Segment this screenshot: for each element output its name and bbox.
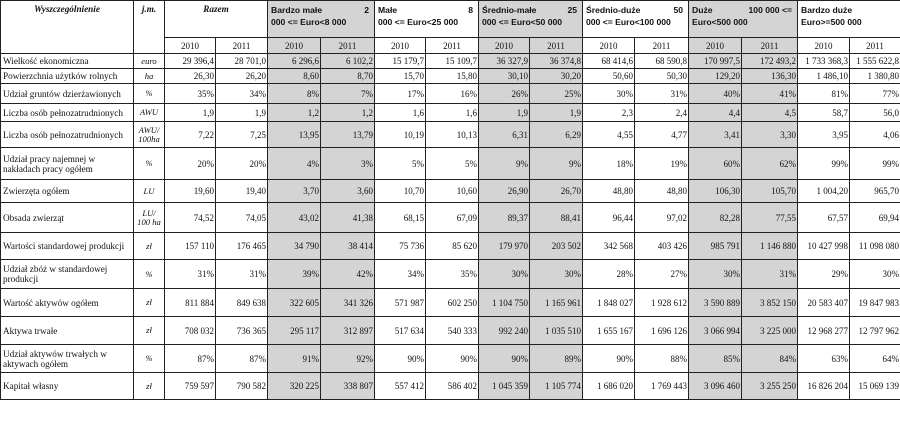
value-cell: 40% bbox=[689, 84, 742, 104]
value-cell: 176 465 bbox=[216, 233, 268, 260]
header-year-cell: 2010 bbox=[798, 38, 850, 54]
value-cell: 63% bbox=[798, 345, 850, 373]
value-cell: 27% bbox=[635, 260, 689, 289]
value-cell: 28 701,0 bbox=[216, 54, 268, 69]
value-cell: 10,60 bbox=[426, 180, 479, 203]
header-year-cell: 2011 bbox=[426, 38, 479, 54]
value-cell: 90% bbox=[375, 345, 426, 373]
row-label: Wartość aktywów ogółem bbox=[1, 289, 134, 317]
value-cell: 34% bbox=[375, 260, 426, 289]
value-cell: 1 035 510 bbox=[530, 317, 583, 345]
value-cell: 15,70 bbox=[375, 69, 426, 84]
value-cell: 35% bbox=[426, 260, 479, 289]
row-label: Udział zbóż w standardowej produkcji bbox=[1, 260, 134, 289]
value-cell: 13,95 bbox=[268, 122, 321, 148]
table-header bbox=[1, 1, 900, 54]
value-cell: 1 146 880 bbox=[742, 233, 798, 260]
value-cell: 81% bbox=[798, 84, 850, 104]
value-cell: 75 736 bbox=[375, 233, 426, 260]
value-cell: 19% bbox=[635, 148, 689, 180]
value-cell: 50,30 bbox=[635, 69, 689, 84]
value-cell: 1 769 443 bbox=[635, 373, 689, 400]
value-cell: 1 928 612 bbox=[635, 289, 689, 317]
value-cell: 8,70 bbox=[321, 69, 375, 84]
row-unit: AWU bbox=[134, 104, 165, 122]
header-group-bardzo-duze: Bardzo duże Euro>=500 000 bbox=[798, 1, 900, 38]
value-cell: 87% bbox=[165, 345, 216, 373]
row-label: Kapitał własny bbox=[1, 373, 134, 400]
value-cell: 1,2 bbox=[321, 104, 375, 122]
value-cell: 790 582 bbox=[216, 373, 268, 400]
row-unit: LU bbox=[134, 180, 165, 203]
value-cell: 77,55 bbox=[742, 203, 798, 233]
value-cell: 170 997,5 bbox=[689, 54, 742, 69]
header-group-srednio-male: Średnio-małe 25 000 <= Euro<50 000 bbox=[479, 1, 583, 38]
value-cell: 77% bbox=[850, 84, 900, 104]
value-cell: 1 555 622,8 bbox=[850, 54, 900, 69]
value-cell: 62% bbox=[742, 148, 798, 180]
value-cell: 985 791 bbox=[689, 233, 742, 260]
value-cell: 1 104 750 bbox=[479, 289, 530, 317]
header-group-srednio-duze: Średnio-duże 50 000 <= Euro<100 000 bbox=[583, 1, 689, 38]
header-group-male: Małe 8 000 <= Euro<25 000 bbox=[375, 1, 479, 38]
value-cell: 67,57 bbox=[798, 203, 850, 233]
value-cell: 3,41 bbox=[689, 122, 742, 148]
row-label: Liczba osób pełnozatrudnionych bbox=[1, 104, 134, 122]
value-cell: 6 102,2 bbox=[321, 54, 375, 69]
value-cell: 708 032 bbox=[165, 317, 216, 345]
value-cell: 1,6 bbox=[375, 104, 426, 122]
value-cell: 341 326 bbox=[321, 289, 375, 317]
value-cell: 1 004,20 bbox=[798, 180, 850, 203]
row-label: Udział aktywów trwałych w aktywach ogółem bbox=[1, 345, 134, 373]
value-cell: 90% bbox=[426, 345, 479, 373]
value-cell: 96,44 bbox=[583, 203, 635, 233]
value-cell: 106,30 bbox=[689, 180, 742, 203]
row-unit: % bbox=[134, 148, 165, 180]
value-cell: 19,60 bbox=[165, 180, 216, 203]
value-cell: 31% bbox=[635, 84, 689, 104]
value-cell: 12 797 962 bbox=[850, 317, 900, 345]
value-cell: 26,30 bbox=[165, 69, 216, 84]
value-cell: 1,9 bbox=[216, 104, 268, 122]
value-cell: 4,06 bbox=[850, 122, 900, 148]
value-cell: 811 884 bbox=[165, 289, 216, 317]
value-cell: 29 396,4 bbox=[165, 54, 216, 69]
value-cell: 16% bbox=[426, 84, 479, 104]
value-cell: 1 848 027 bbox=[583, 289, 635, 317]
value-cell: 74,05 bbox=[216, 203, 268, 233]
value-cell: 1,9 bbox=[165, 104, 216, 122]
value-cell: 50,60 bbox=[583, 69, 635, 84]
value-cell: 3 852 150 bbox=[742, 289, 798, 317]
value-cell: 90% bbox=[479, 345, 530, 373]
value-cell: 31% bbox=[165, 260, 216, 289]
value-cell: 35% bbox=[165, 84, 216, 104]
value-cell: 105,70 bbox=[742, 180, 798, 203]
row-unit: zł bbox=[134, 233, 165, 260]
header-group-duze: Duże 100 000 <= Euro<500 000 bbox=[689, 1, 798, 38]
value-cell: 42% bbox=[321, 260, 375, 289]
value-cell: 322 605 bbox=[268, 289, 321, 317]
value-cell: 992 240 bbox=[479, 317, 530, 345]
value-cell: 3,30 bbox=[742, 122, 798, 148]
value-cell: 1 733 368,3 bbox=[798, 54, 850, 69]
value-cell: 3 096 460 bbox=[689, 373, 742, 400]
header-year-cell: 2011 bbox=[530, 38, 583, 54]
value-cell: 30% bbox=[850, 260, 900, 289]
value-cell: 157 110 bbox=[165, 233, 216, 260]
row-label: Obsada zwierząt bbox=[1, 203, 134, 233]
value-cell: 15 109,7 bbox=[426, 54, 479, 69]
header-group-bardzo-male: Bardzo małe 2 000 <= Euro<8 000 bbox=[268, 1, 375, 38]
value-cell: 48,80 bbox=[583, 180, 635, 203]
value-cell: 1 686 020 bbox=[583, 373, 635, 400]
value-cell: 67,09 bbox=[426, 203, 479, 233]
value-cell: 9% bbox=[530, 148, 583, 180]
value-cell: 3 255 250 bbox=[742, 373, 798, 400]
value-cell: 36 374,8 bbox=[530, 54, 583, 69]
value-cell: 136,30 bbox=[742, 69, 798, 84]
value-cell: 6,29 bbox=[530, 122, 583, 148]
table-row bbox=[1, 54, 900, 69]
value-cell: 1,9 bbox=[530, 104, 583, 122]
value-cell: 85% bbox=[689, 345, 742, 373]
value-cell: 5% bbox=[426, 148, 479, 180]
value-cell: 17% bbox=[375, 84, 426, 104]
row-unit: zł bbox=[134, 373, 165, 400]
value-cell: 41% bbox=[742, 84, 798, 104]
row-unit: euro bbox=[134, 54, 165, 69]
value-cell: 1 655 167 bbox=[583, 317, 635, 345]
value-cell: 99% bbox=[850, 148, 900, 180]
value-cell: 540 333 bbox=[426, 317, 479, 345]
value-cell: 4,55 bbox=[583, 122, 635, 148]
value-cell: 16 826 204 bbox=[798, 373, 850, 400]
value-cell: 20 583 407 bbox=[798, 289, 850, 317]
value-cell: 8% bbox=[268, 84, 321, 104]
value-cell: 3,95 bbox=[798, 122, 850, 148]
value-cell: 74,52 bbox=[165, 203, 216, 233]
header-unit-column: j.m. bbox=[134, 1, 165, 54]
value-cell: 31% bbox=[216, 260, 268, 289]
row-unit: AWU/ 100ha bbox=[134, 122, 165, 148]
table-row bbox=[1, 122, 900, 148]
value-cell: 12 968 277 bbox=[798, 317, 850, 345]
table-row bbox=[1, 233, 900, 260]
header-year-cell: 2011 bbox=[635, 38, 689, 54]
value-cell: 26% bbox=[479, 84, 530, 104]
value-cell: 13,79 bbox=[321, 122, 375, 148]
value-cell: 338 807 bbox=[321, 373, 375, 400]
table-row bbox=[1, 260, 900, 289]
value-cell: 3,70 bbox=[268, 180, 321, 203]
value-cell: 4,4 bbox=[689, 104, 742, 122]
table-row bbox=[1, 69, 900, 84]
value-cell: 602 250 bbox=[426, 289, 479, 317]
value-cell: 6,31 bbox=[479, 122, 530, 148]
value-cell: 2,3 bbox=[583, 104, 635, 122]
value-cell: 20% bbox=[165, 148, 216, 180]
value-cell: 19 847 983 bbox=[850, 289, 900, 317]
value-cell: 99% bbox=[798, 148, 850, 180]
value-cell: 36 327,9 bbox=[479, 54, 530, 69]
value-cell: 3,60 bbox=[321, 180, 375, 203]
value-cell: 3 066 994 bbox=[689, 317, 742, 345]
value-cell: 48,80 bbox=[635, 180, 689, 203]
value-cell: 84% bbox=[742, 345, 798, 373]
value-cell: 1,9 bbox=[479, 104, 530, 122]
value-cell: 320 225 bbox=[268, 373, 321, 400]
value-cell: 965,70 bbox=[850, 180, 900, 203]
row-label: Udział pracy najemnej w nakładach pracy ogółem bbox=[1, 148, 134, 180]
header-year-cell: 2010 bbox=[165, 38, 216, 54]
value-cell: 26,20 bbox=[216, 69, 268, 84]
value-cell: 68 590,8 bbox=[635, 54, 689, 69]
value-cell: 43,02 bbox=[268, 203, 321, 233]
value-cell: 571 987 bbox=[375, 289, 426, 317]
value-cell: 38 414 bbox=[321, 233, 375, 260]
value-cell: 10 427 998 bbox=[798, 233, 850, 260]
value-cell: 9% bbox=[479, 148, 530, 180]
value-cell: 736 365 bbox=[216, 317, 268, 345]
value-cell: 557 412 bbox=[375, 373, 426, 400]
value-cell: 34% bbox=[216, 84, 268, 104]
value-cell: 10,13 bbox=[426, 122, 479, 148]
value-cell: 2,4 bbox=[635, 104, 689, 122]
value-cell: 1 486,10 bbox=[798, 69, 850, 84]
table-row bbox=[1, 84, 900, 104]
value-cell: 30% bbox=[479, 260, 530, 289]
value-cell: 312 897 bbox=[321, 317, 375, 345]
value-cell: 15 069 139 bbox=[850, 373, 900, 400]
row-label: Zwierzęta ogółem bbox=[1, 180, 134, 203]
value-cell: 6 296,6 bbox=[268, 54, 321, 69]
value-cell: 11 098 080 bbox=[850, 233, 900, 260]
row-unit: zł bbox=[134, 289, 165, 317]
value-cell: 849 638 bbox=[216, 289, 268, 317]
table-row bbox=[1, 317, 900, 345]
value-cell: 4,5 bbox=[742, 104, 798, 122]
value-cell: 3 225 000 bbox=[742, 317, 798, 345]
header-year-cell: 2010 bbox=[479, 38, 530, 54]
value-cell: 88% bbox=[635, 345, 689, 373]
value-cell: 1 105 774 bbox=[530, 373, 583, 400]
value-cell: 7% bbox=[321, 84, 375, 104]
value-cell: 58,7 bbox=[798, 104, 850, 122]
header-group-razem: Razem bbox=[165, 1, 268, 38]
value-cell: 89% bbox=[530, 345, 583, 373]
value-cell: 60% bbox=[689, 148, 742, 180]
value-cell: 30,20 bbox=[530, 69, 583, 84]
value-cell: 3 590 889 bbox=[689, 289, 742, 317]
value-cell: 1 165 961 bbox=[530, 289, 583, 317]
table-row bbox=[1, 203, 900, 233]
value-cell: 30% bbox=[583, 84, 635, 104]
row-label: Aktywa trwałe bbox=[1, 317, 134, 345]
value-cell: 4% bbox=[268, 148, 321, 180]
row-unit: zł bbox=[134, 317, 165, 345]
value-cell: 3% bbox=[321, 148, 375, 180]
row-unit: ha bbox=[134, 69, 165, 84]
value-cell: 41,38 bbox=[321, 203, 375, 233]
value-cell: 82,28 bbox=[689, 203, 742, 233]
row-unit: % bbox=[134, 260, 165, 289]
value-cell: 34 790 bbox=[268, 233, 321, 260]
value-cell: 30,10 bbox=[479, 69, 530, 84]
value-cell: 18% bbox=[583, 148, 635, 180]
row-unit: % bbox=[134, 345, 165, 373]
table-row bbox=[1, 104, 900, 122]
header-year-cell: 2010 bbox=[689, 38, 742, 54]
value-cell: 1,6 bbox=[426, 104, 479, 122]
value-cell: 39% bbox=[268, 260, 321, 289]
value-cell: 97,02 bbox=[635, 203, 689, 233]
value-cell: 129,20 bbox=[689, 69, 742, 84]
value-cell: 15 179,7 bbox=[375, 54, 426, 69]
value-cell: 68 414,6 bbox=[583, 54, 635, 69]
header-row-groups bbox=[1, 1, 900, 38]
table-row bbox=[1, 373, 900, 400]
value-cell: 1 380,80 bbox=[850, 69, 900, 84]
value-cell: 172 493,2 bbox=[742, 54, 798, 69]
table-body bbox=[1, 54, 900, 400]
value-cell: 342 568 bbox=[583, 233, 635, 260]
value-cell: 5% bbox=[375, 148, 426, 180]
value-cell: 85 620 bbox=[426, 233, 479, 260]
header-year-cell: 2010 bbox=[583, 38, 635, 54]
row-unit: % bbox=[134, 84, 165, 104]
value-cell: 29% bbox=[798, 260, 850, 289]
value-cell: 87% bbox=[216, 345, 268, 373]
value-cell: 26,70 bbox=[530, 180, 583, 203]
row-label: Udział gruntów dzierżawionych bbox=[1, 84, 134, 104]
header-year-cell: 2011 bbox=[216, 38, 268, 54]
value-cell: 7,25 bbox=[216, 122, 268, 148]
value-cell: 4,77 bbox=[635, 122, 689, 148]
value-cell: 1 696 126 bbox=[635, 317, 689, 345]
value-cell: 30% bbox=[530, 260, 583, 289]
row-label: Liczba osób pełnozatrudnionych bbox=[1, 122, 134, 148]
value-cell: 25% bbox=[530, 84, 583, 104]
value-cell: 1,2 bbox=[268, 104, 321, 122]
value-cell: 90% bbox=[583, 345, 635, 373]
value-cell: 15,80 bbox=[426, 69, 479, 84]
value-cell: 19,40 bbox=[216, 180, 268, 203]
row-label: Wielkość ekonomiczna bbox=[1, 54, 134, 69]
value-cell: 91% bbox=[268, 345, 321, 373]
value-cell: 759 597 bbox=[165, 373, 216, 400]
header-year-cell: 2010 bbox=[268, 38, 321, 54]
value-cell: 179 970 bbox=[479, 233, 530, 260]
header-year-cell: 2010 bbox=[375, 38, 426, 54]
value-cell: 10,70 bbox=[375, 180, 426, 203]
row-label: Wartości standardowej produkcji bbox=[1, 233, 134, 260]
value-cell: 69,94 bbox=[850, 203, 900, 233]
header-label-column: Wyszczególnienie bbox=[1, 1, 134, 54]
row-label: Powierzchnia użytków rolnych bbox=[1, 69, 134, 84]
value-cell: 1 045 359 bbox=[479, 373, 530, 400]
value-cell: 7,22 bbox=[165, 122, 216, 148]
value-cell: 10,19 bbox=[375, 122, 426, 148]
value-cell: 64% bbox=[850, 345, 900, 373]
value-cell: 56,0 bbox=[850, 104, 900, 122]
value-cell: 295 117 bbox=[268, 317, 321, 345]
value-cell: 517 634 bbox=[375, 317, 426, 345]
header-year-cell: 2011 bbox=[321, 38, 375, 54]
value-cell: 8,60 bbox=[268, 69, 321, 84]
value-cell: 26,90 bbox=[479, 180, 530, 203]
value-cell: 31% bbox=[742, 260, 798, 289]
value-cell: 30% bbox=[689, 260, 742, 289]
value-cell: 88,41 bbox=[530, 203, 583, 233]
value-cell: 203 502 bbox=[530, 233, 583, 260]
value-cell: 586 402 bbox=[426, 373, 479, 400]
value-cell: 28% bbox=[583, 260, 635, 289]
value-cell: 68,15 bbox=[375, 203, 426, 233]
value-cell: 403 426 bbox=[635, 233, 689, 260]
table-row bbox=[1, 345, 900, 373]
header-year-cell: 2011 bbox=[742, 38, 798, 54]
value-cell: 92% bbox=[321, 345, 375, 373]
value-cell: 20% bbox=[216, 148, 268, 180]
header-year-cell: 2011 bbox=[850, 38, 900, 54]
table-row bbox=[1, 148, 900, 180]
row-unit: LU/ 100 ha bbox=[134, 203, 165, 233]
table-row bbox=[1, 289, 900, 317]
value-cell: 89,37 bbox=[479, 203, 530, 233]
table-row bbox=[1, 180, 900, 203]
